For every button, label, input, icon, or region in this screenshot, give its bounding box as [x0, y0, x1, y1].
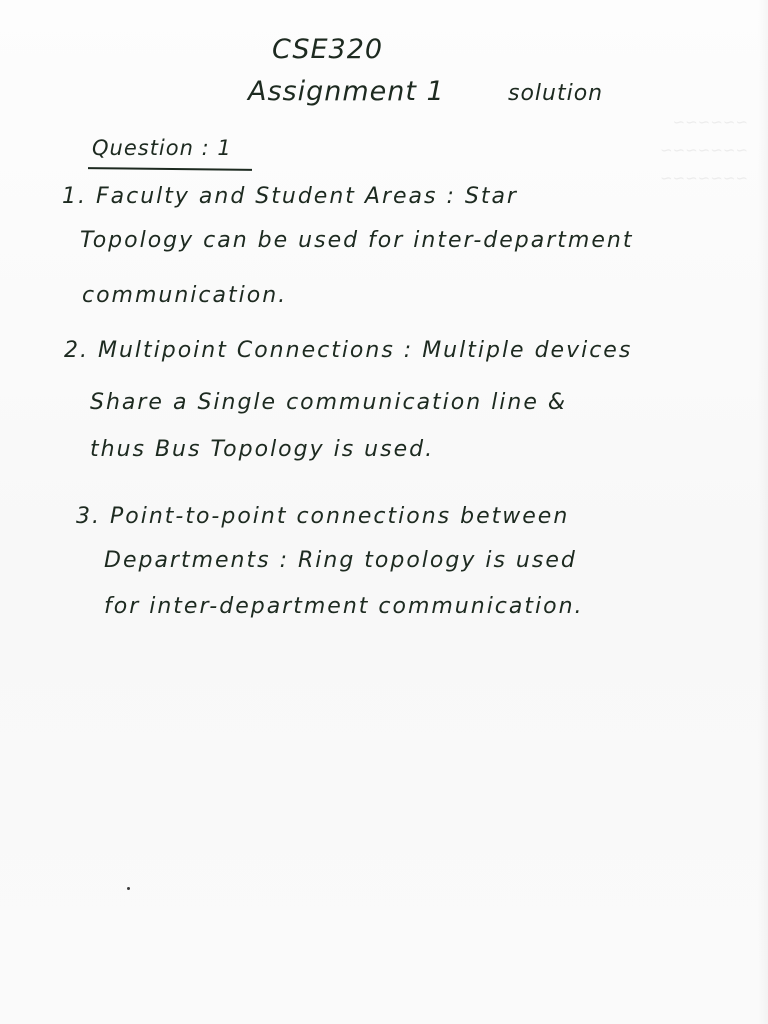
- course-code: CSE320: [272, 34, 384, 65]
- question-heading: Question : 1: [92, 136, 232, 160]
- page-edge-shadow: [758, 0, 768, 1024]
- question-underline: [88, 167, 252, 171]
- answer-1-line-1: 1. Faculty and Student Areas : Star: [62, 184, 518, 209]
- answer-1-line-3: communication.: [82, 283, 288, 308]
- bleed-through-shadow: ~~~~~~ ~~~~~~~ ~~~~~~~: [660, 113, 748, 187]
- answer-2-line-3: thus Bus Topology is used.: [90, 437, 435, 462]
- ink-dot: [127, 887, 130, 890]
- answer-3-line-2: Departments : Ring topology is used: [104, 548, 577, 573]
- answer-2-line-2: Share a Single communication line &: [90, 390, 568, 415]
- answer-2-line-1: 2. Multipoint Connections : Multiple devices: [64, 338, 633, 363]
- assignment-title: Assignment 1: [248, 76, 445, 107]
- answer-3-line-1: 3. Point-to-point connections between: [76, 504, 570, 529]
- answer-3-line-3: for inter-department communication.: [104, 594, 584, 619]
- answer-1-line-2: Topology can be used for inter-department: [80, 228, 634, 253]
- assignment-subtitle: solution: [508, 81, 604, 106]
